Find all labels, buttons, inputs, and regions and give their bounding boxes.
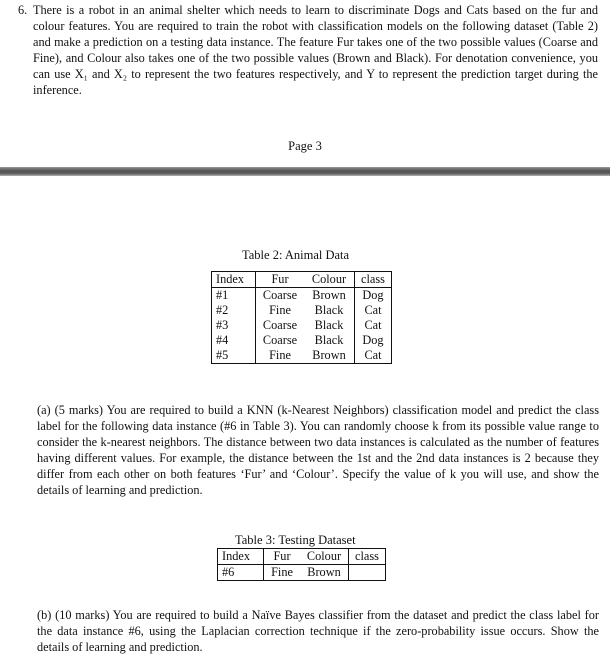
table-row: [212, 333, 392, 348]
table-header-row: [218, 549, 386, 565]
column-header-class: class: [355, 272, 392, 288]
column-header-fur: Fur: [264, 549, 301, 565]
question-number: 6.: [18, 3, 28, 17]
cell-class: Cat: [364, 348, 382, 362]
table-3-caption: Table 3: Testing Dataset: [235, 533, 356, 547]
cell-colour: Brown: [304, 288, 355, 304]
cell-index: #6: [218, 565, 264, 581]
cell-index: #3: [212, 318, 256, 333]
cell-index: #5: [212, 348, 256, 364]
cell-class: Cat: [364, 318, 382, 332]
cell-colour: Black: [304, 303, 355, 318]
table-row: [212, 318, 392, 333]
column-header-fur: Fur: [256, 272, 305, 288]
table-header-row: [212, 272, 392, 288]
part-b-text: (b) (10 marks) You are required to build a Naïve Bayes classifier from the dataset and predict the class label for the data instance #6, using the Laplacian correction technique if the zero-probability issue occurs. Show the details of learning and prediction.: [37, 608, 599, 654]
cell-class: Cat: [364, 303, 382, 317]
cell-index: #2: [212, 303, 256, 318]
cell-fur: Coarse: [262, 288, 298, 302]
cell-colour: Brown: [304, 348, 355, 364]
table-row: [212, 303, 392, 318]
cell-colour: Black: [304, 318, 355, 333]
column-header-class: class: [349, 549, 386, 565]
table-row: [212, 288, 392, 304]
cell-class: Dog: [362, 333, 384, 347]
cell-index: #4: [212, 333, 256, 348]
cell-fur: Fine: [269, 303, 291, 317]
cell-class: [349, 565, 386, 581]
column-header-index: Index: [212, 272, 256, 288]
cell-fur: Coarse: [262, 333, 298, 347]
cell-class: Dog: [362, 288, 384, 302]
animal-data-table: [211, 271, 392, 364]
page-break-divider: [0, 167, 610, 176]
column-header-index: Index: [218, 549, 264, 565]
testing-dataset-table: [217, 548, 386, 581]
table-row: [218, 565, 386, 581]
column-header-colour: Colour: [304, 272, 355, 288]
part-a-text: (a) (5 marks) You are required to build a KNN (k-Nearest Neighbors) classification model and predict the class label for the following data instance (#6 in Table 3). You can randomly choose k from its possible value range to consider the k-nearest neighbors. The distance between two data instances is calculated as the number of features having different values. For example, the distance between the 1st and the 2nd data instances is 2 because they differ from each other on both features ‘Fur’ and ‘Colour’. Specify the value of k you will use, and show the details of learning and prediction.: [37, 403, 599, 497]
cell-index: #1: [212, 288, 256, 304]
cell-fur: Fine: [269, 348, 291, 362]
cell-fur: Coarse: [262, 318, 298, 332]
cell-colour: Black: [304, 333, 355, 348]
cell-fur: Fine: [271, 565, 293, 579]
table-2-caption: Table 2: Animal Data: [242, 248, 350, 262]
question-6: [18, 2, 598, 98]
column-header-colour: Colour: [300, 549, 349, 565]
table-row: [212, 348, 392, 364]
page-number: Page 3: [288, 139, 322, 153]
question-6-text: There is a robot in an animal shelter which needs to learn to discriminate Dogs and Cats based on the fur and colour features. You are required to train the robot with classification models on the following dataset (Table 2) and make a prediction on a testing data instance. The feature Fur takes one of the two possible values (Coarse and Fine), and Colour also takes one of the two possible values (Brown and Black). For denotation convenience, you can use X₁ and X₂ to represent the two features respectively, and Y to represent the prediction target during the inference.: [33, 3, 598, 97]
cell-colour: Brown: [300, 565, 349, 581]
